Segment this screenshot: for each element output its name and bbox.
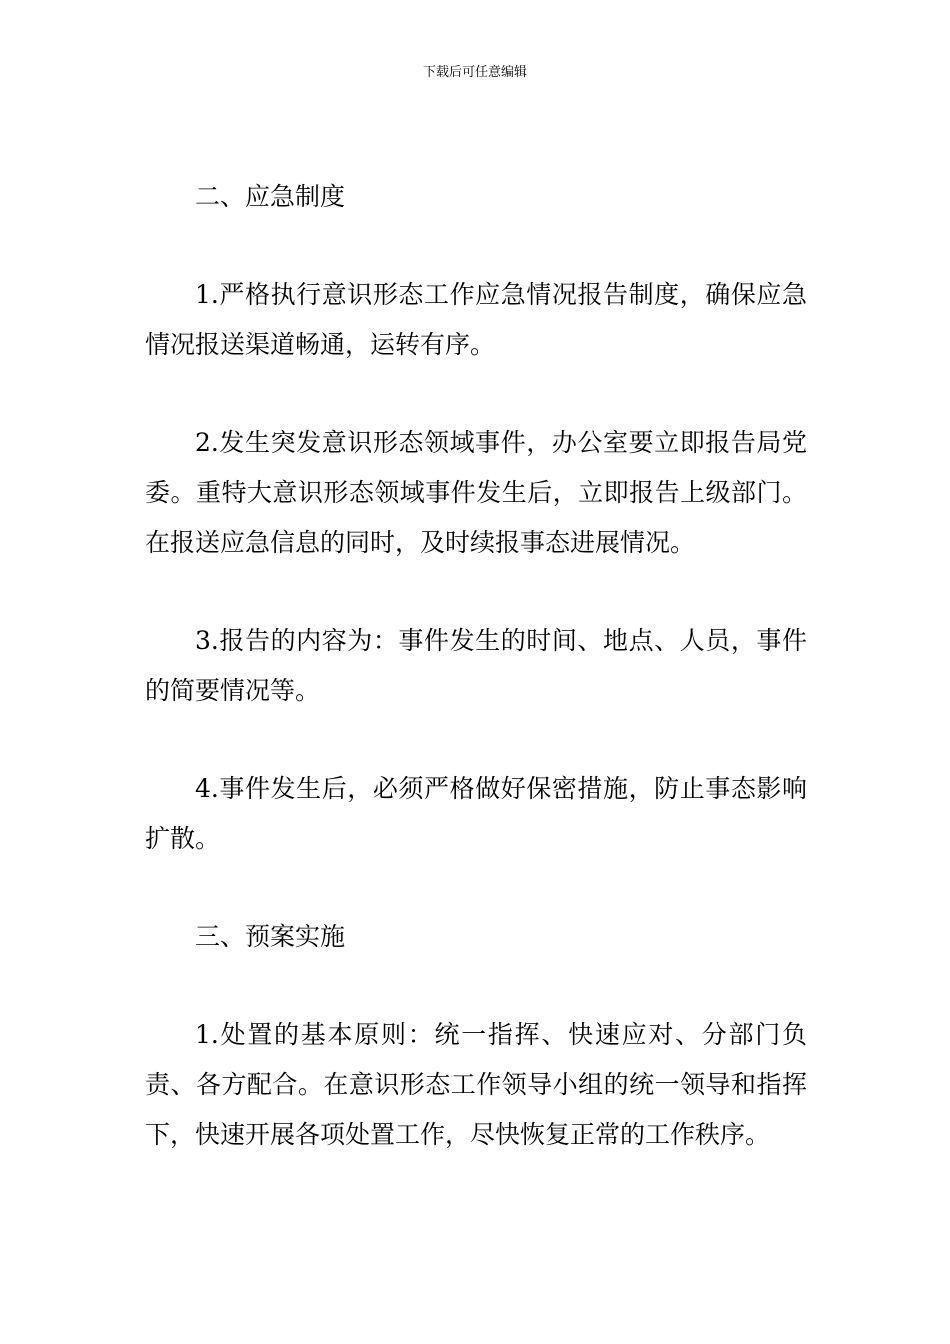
paragraph-item-1: 1.严格执行意识形态工作应急情况报告制度，确保应急情况报送渠道畅通，运转有序。 bbox=[145, 280, 807, 359]
page-header-note: 下载后可任意编辑 bbox=[422, 65, 527, 80]
section-heading-emergency-system: 二、应急制度 bbox=[195, 182, 346, 211]
paragraph-item-2: 2.发生突发意识形态领域事件，办公室要立即报告局党委。重特大意识形态领域事件发生后，立即报告上级部门。在报送应急信息的同时，及时续报事态进展情况。 bbox=[145, 428, 807, 557]
paragraph-principles: 1.处置的基本原则：统一指挥、快速应对、分部门负责、各方配合。在意识形态工作领导小组的统一领导和指挥下，快速开展各项处置工作，尽快恢复正常的工作秩序。 bbox=[145, 1020, 807, 1149]
paragraph-item-3: 3.报告的内容为：事件发生的时间、地点、人员，事件的简要情况等。 bbox=[145, 626, 807, 705]
document-body bbox=[145, 172, 807, 1160]
section-heading-plan-implementation: 三、预案实施 bbox=[195, 922, 346, 951]
paragraph-item-4: 4.事件发生后，必须严格做好保密措施，防止事态影响扩散。 bbox=[145, 774, 807, 853]
